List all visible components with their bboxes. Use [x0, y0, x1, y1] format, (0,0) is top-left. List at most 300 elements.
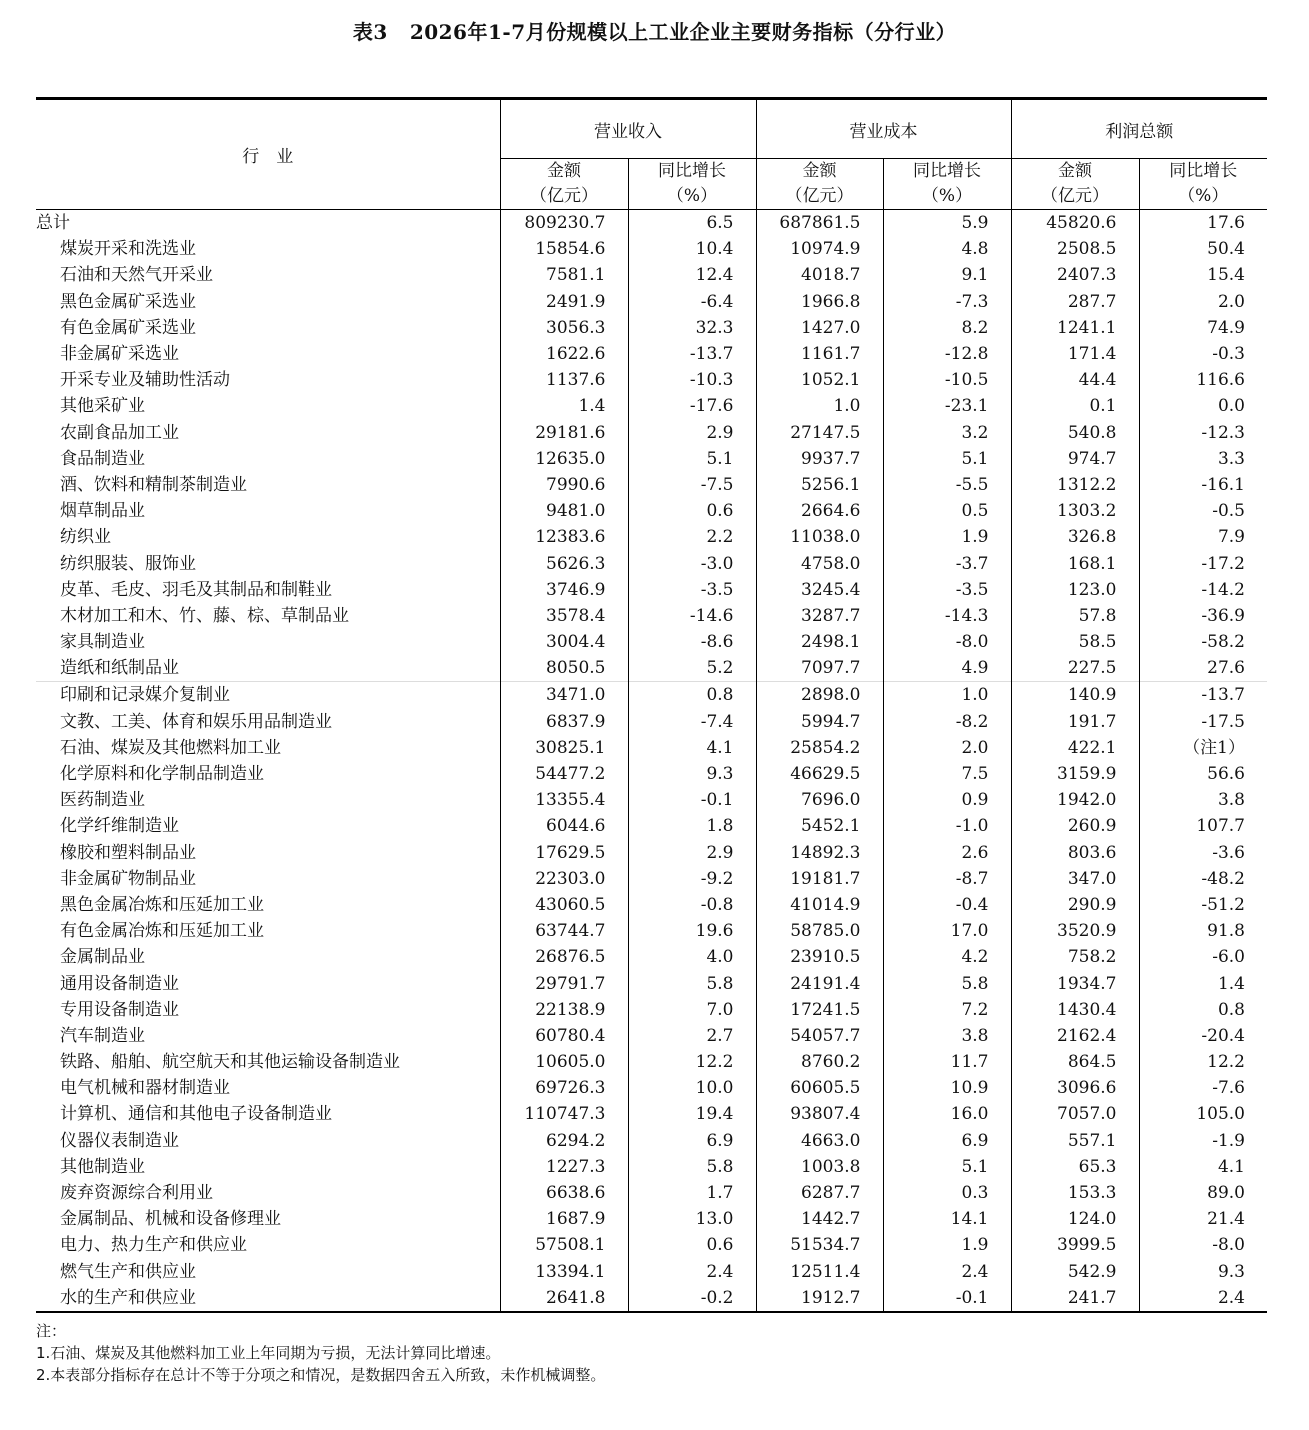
revenue-growth: -0.1 [628, 787, 756, 813]
industry-name: 化学原料和化学制品制造业 [60, 764, 264, 785]
cost-amount: 7696.0 [756, 787, 883, 813]
revenue-amount: 8050.5 [500, 655, 628, 682]
profit-amount: 124.0 [1011, 1206, 1139, 1232]
profit-growth: -16.1 [1139, 472, 1267, 498]
industry-name: 石油、煤炭及其他燃料加工业 [60, 737, 281, 758]
cost-growth: -14.3 [883, 603, 1011, 629]
table-title [0, 16, 1309, 45]
profit-amount: 140.9 [1011, 682, 1139, 709]
profit-growth: -8.0 [1139, 1232, 1267, 1258]
industry-name: 有色金属冶炼和压延加工业 [60, 921, 264, 942]
profit-growth: 56.6 [1139, 761, 1267, 787]
revenue-amount: 30825.1 [500, 735, 628, 761]
revenue-amount: 9481.0 [500, 498, 628, 524]
table-row [36, 1128, 1267, 1154]
table-row [36, 550, 1267, 576]
profit-growth: 4.1 [1139, 1154, 1267, 1180]
revenue-growth: 32.3 [628, 315, 756, 341]
table-row [36, 997, 1267, 1023]
industry-name: 酒、饮料和精制茶制造业 [60, 474, 247, 495]
profit-growth: 50.4 [1139, 236, 1267, 262]
table-row [36, 840, 1267, 866]
cost-growth: -23.1 [883, 393, 1011, 419]
industry-name: 非金属矿采选业 [60, 344, 179, 365]
profit-amount: 1312.2 [1011, 472, 1139, 498]
profit-growth: -6.0 [1139, 944, 1267, 970]
profit-growth: -51.2 [1139, 892, 1267, 918]
cost-growth: -8.2 [883, 709, 1011, 735]
revenue-growth: 4.0 [628, 944, 756, 970]
industry-name: 黑色金属矿采选业 [60, 291, 196, 312]
cost-amount: 51534.7 [756, 1232, 883, 1258]
cost-growth: 5.8 [883, 970, 1011, 996]
cost-amount: 25854.2 [756, 735, 883, 761]
revenue-growth: -9.2 [628, 866, 756, 892]
profit-growth: 116.6 [1139, 367, 1267, 393]
cost-amount: 8760.2 [756, 1049, 883, 1075]
profit-amount: 287.7 [1011, 289, 1139, 315]
header-group-profit: 利润总额 [1011, 99, 1267, 159]
industry-name: 非金属矿物制品业 [60, 868, 196, 889]
revenue-amount: 5626.3 [500, 550, 628, 576]
cost-growth: -1.0 [883, 813, 1011, 839]
profit-amount: 260.9 [1011, 813, 1139, 839]
cost-amount: 11038.0 [756, 524, 883, 550]
table-row [36, 944, 1267, 970]
revenue-growth: 10.4 [628, 236, 756, 262]
cost-amount: 41014.9 [756, 892, 883, 918]
profit-amount: 540.8 [1011, 420, 1139, 446]
footnote-label: 注： [36, 1322, 67, 1340]
profit-amount: 557.1 [1011, 1128, 1139, 1154]
cost-growth: 1.0 [883, 682, 1011, 709]
revenue-amount: 1.4 [500, 393, 628, 419]
table-row [36, 1259, 1267, 1285]
cost-growth: -8.7 [883, 866, 1011, 892]
industry-name: 其他制造业 [60, 1156, 145, 1177]
profit-growth: -36.9 [1139, 603, 1267, 629]
revenue-amount: 1687.9 [500, 1206, 628, 1232]
profit-growth: 3.3 [1139, 446, 1267, 472]
cost-amount: 7097.7 [756, 655, 883, 682]
cost-growth: -5.5 [883, 472, 1011, 498]
table-row [36, 813, 1267, 839]
cost-amount: 2664.6 [756, 498, 883, 524]
industry-name: 金属制品业 [60, 947, 145, 968]
revenue-amount: 10605.0 [500, 1049, 628, 1075]
table-body [36, 210, 1267, 1312]
table-row [36, 262, 1267, 288]
revenue-growth: -0.2 [628, 1285, 756, 1312]
profit-growth: -17.2 [1139, 550, 1267, 576]
revenue-amount: 3578.4 [500, 603, 628, 629]
profit-amount: 974.7 [1011, 446, 1139, 472]
cost-amount: 12511.4 [756, 1259, 883, 1285]
cost-amount: 1003.8 [756, 1154, 883, 1180]
profit-growth: 2.0 [1139, 289, 1267, 315]
cost-amount: 60605.5 [756, 1075, 883, 1101]
revenue-amount: 13355.4 [500, 787, 628, 813]
industry-name: 木材加工和木、竹、藤、棕、草制品业 [60, 605, 349, 626]
header-group-revenue: 营业收入 [500, 99, 756, 159]
revenue-growth: -7.5 [628, 472, 756, 498]
footnotes [36, 1320, 605, 1386]
cost-growth: -3.7 [883, 550, 1011, 576]
profit-amount: 58.5 [1011, 629, 1139, 655]
revenue-growth: -0.8 [628, 892, 756, 918]
revenue-amount: 57508.1 [500, 1232, 628, 1258]
cost-growth: -0.1 [883, 1285, 1011, 1312]
cost-amount: 54057.7 [756, 1023, 883, 1049]
profit-growth: 12.2 [1139, 1049, 1267, 1075]
revenue-growth: 2.4 [628, 1259, 756, 1285]
revenue-amount: 6294.2 [500, 1128, 628, 1154]
table-row [36, 1180, 1267, 1206]
profit-growth: -14.2 [1139, 577, 1267, 603]
cost-amount: 27147.5 [756, 420, 883, 446]
cost-amount: 1442.7 [756, 1206, 883, 1232]
cost-growth: 7.5 [883, 761, 1011, 787]
profit-growth: -12.3 [1139, 420, 1267, 446]
industry-name: 食品制造业 [60, 448, 145, 469]
industry-name: 石油和天然气开采业 [60, 265, 213, 286]
cost-growth: 6.9 [883, 1128, 1011, 1154]
revenue-amount: 110747.3 [500, 1101, 628, 1127]
table-row [36, 341, 1267, 367]
profit-growth: 0.8 [1139, 997, 1267, 1023]
table-title-text: 2026年1-7月份规模以上工业企业主要财务指标（分行业） [409, 20, 957, 44]
profit-amount: 542.9 [1011, 1259, 1139, 1285]
table-row [36, 629, 1267, 655]
table-row [36, 1232, 1267, 1258]
industry-name: 总计 [36, 213, 70, 234]
industry-name: 家具制造业 [60, 632, 145, 653]
table-row [36, 315, 1267, 341]
revenue-amount: 1227.3 [500, 1154, 628, 1180]
profit-amount: 803.6 [1011, 840, 1139, 866]
profit-growth: 9.3 [1139, 1259, 1267, 1285]
profit-amount: 864.5 [1011, 1049, 1139, 1075]
cost-growth: 4.8 [883, 236, 1011, 262]
industry-name: 印刷和记录媒介复制业 [36, 682, 500, 709]
cost-amount: 93807.4 [756, 1101, 883, 1127]
cost-amount: 1966.8 [756, 289, 883, 315]
profit-amount: 45820.6 [1011, 210, 1139, 237]
cost-growth: -12.8 [883, 341, 1011, 367]
industry-name: 专用设备制造业 [60, 999, 179, 1020]
industry-name: 文教、工美、体育和娱乐用品制造业 [60, 711, 332, 732]
profit-growth: 1.4 [1139, 970, 1267, 996]
cost-growth: 0.3 [883, 1180, 1011, 1206]
cost-growth: 14.1 [883, 1206, 1011, 1232]
cost-amount: 2898.0 [756, 682, 883, 709]
profit-growth: -7.6 [1139, 1075, 1267, 1101]
revenue-growth: 12.4 [628, 262, 756, 288]
profit-amount: 290.9 [1011, 892, 1139, 918]
profit-amount: 758.2 [1011, 944, 1139, 970]
revenue-growth: 1.8 [628, 813, 756, 839]
profit-amount: 168.1 [1011, 550, 1139, 576]
cost-growth: 1.9 [883, 524, 1011, 550]
cost-growth: 11.7 [883, 1049, 1011, 1075]
table-row [36, 682, 1267, 709]
cost-growth: 17.0 [883, 918, 1011, 944]
industry-name: 烟草制品业 [60, 501, 145, 522]
cost-amount: 1052.1 [756, 367, 883, 393]
table-row [36, 970, 1267, 996]
profit-amount: 347.0 [1011, 866, 1139, 892]
profit-amount: 326.8 [1011, 524, 1139, 550]
cost-amount: 4758.0 [756, 550, 883, 576]
table-row [36, 1101, 1267, 1127]
table-row [36, 472, 1267, 498]
header-growth: 同比增长 （%） [883, 159, 1011, 210]
profit-growth: -1.9 [1139, 1128, 1267, 1154]
header-growth: 同比增长 （%） [1139, 159, 1267, 210]
revenue-growth: 4.1 [628, 735, 756, 761]
profit-amount: 191.7 [1011, 709, 1139, 735]
revenue-amount: 29181.6 [500, 420, 628, 446]
header-amount: 金额 （亿元） [1011, 159, 1139, 210]
header-amount: 金额 （亿元） [756, 159, 883, 210]
table-row [36, 1285, 1267, 1312]
profit-amount: 1241.1 [1011, 315, 1139, 341]
profit-amount: 1430.4 [1011, 997, 1139, 1023]
industry-name: 黑色金属冶炼和压延加工业 [60, 894, 264, 915]
revenue-growth: 19.4 [628, 1101, 756, 1127]
industry-name: 通用设备制造业 [60, 973, 179, 994]
revenue-growth: 2.2 [628, 524, 756, 550]
footnote-1: 1.石油、煤炭及其他燃料加工业上年同期为亏损，无法计算同比增速。 [36, 1344, 501, 1362]
industry-name: 仪器仪表制造业 [60, 1130, 179, 1151]
profit-growth: -58.2 [1139, 629, 1267, 655]
revenue-amount: 29791.7 [500, 970, 628, 996]
cost-amount: 3245.4 [756, 577, 883, 603]
revenue-amount: 43060.5 [500, 892, 628, 918]
revenue-growth: -17.6 [628, 393, 756, 419]
table-row [36, 918, 1267, 944]
table-row [36, 1075, 1267, 1101]
industry-name: 电力、热力生产和供应业 [60, 1235, 247, 1256]
revenue-amount: 6044.6 [500, 813, 628, 839]
cost-growth: 5.9 [883, 210, 1011, 237]
industry-name: 化学纤维制造业 [60, 816, 179, 837]
table-row-total [36, 210, 1267, 237]
revenue-amount: 7990.6 [500, 472, 628, 498]
cost-growth: 5.1 [883, 446, 1011, 472]
industry-name: 废弃资源综合利用业 [60, 1183, 213, 1204]
industry-name: 医药制造业 [60, 790, 145, 811]
revenue-amount: 2641.8 [500, 1285, 628, 1312]
revenue-growth: -6.4 [628, 289, 756, 315]
revenue-growth: 0.8 [628, 682, 756, 709]
table-row [36, 1154, 1267, 1180]
industry-name: 电气机械和器材制造业 [60, 1078, 230, 1099]
revenue-amount: 3004.4 [500, 629, 628, 655]
header-industry: 行 业 [36, 99, 500, 210]
industry-name: 其他采矿业 [60, 396, 145, 417]
revenue-growth: 2.9 [628, 840, 756, 866]
cost-growth: 0.5 [883, 498, 1011, 524]
revenue-amount: 809230.7 [500, 210, 628, 237]
cost-growth: -0.4 [883, 892, 1011, 918]
revenue-amount: 12383.6 [500, 524, 628, 550]
revenue-amount: 69726.3 [500, 1075, 628, 1101]
revenue-growth: -3.0 [628, 550, 756, 576]
footnote-2: 2.本表部分指标存在总计不等于分项之和情况，是数据四舍五入所致，未作机械调整。 [36, 1366, 606, 1384]
profit-amount: 2162.4 [1011, 1023, 1139, 1049]
industry-name: 铁路、船舶、航空航天和其他运输设备制造业 [60, 1052, 400, 1073]
header-amount: 金额 （亿元） [500, 159, 628, 210]
revenue-growth: -7.4 [628, 709, 756, 735]
revenue-growth: 7.0 [628, 997, 756, 1023]
revenue-amount: 22138.9 [500, 997, 628, 1023]
cost-amount: 1427.0 [756, 315, 883, 341]
industry-name: 水的生产和供应业 [36, 1285, 500, 1312]
revenue-growth: 2.7 [628, 1023, 756, 1049]
revenue-growth: 1.7 [628, 1180, 756, 1206]
cost-growth: -3.5 [883, 577, 1011, 603]
revenue-growth: -8.6 [628, 629, 756, 655]
cost-growth: -10.5 [883, 367, 1011, 393]
profit-amount: 3520.9 [1011, 918, 1139, 944]
profit-amount: 241.7 [1011, 1285, 1139, 1312]
profit-growth: 17.6 [1139, 210, 1267, 237]
industry-name: 煤炭开采和洗选业 [60, 239, 196, 260]
revenue-amount: 3746.9 [500, 577, 628, 603]
header-group-cost: 营业成本 [756, 99, 1011, 159]
cost-amount: 10974.9 [756, 236, 883, 262]
profit-amount: 65.3 [1011, 1154, 1139, 1180]
cost-amount: 6287.7 [756, 1180, 883, 1206]
profit-amount: 0.1 [1011, 393, 1139, 419]
revenue-amount: 17629.5 [500, 840, 628, 866]
table-row [36, 787, 1267, 813]
cost-growth: 2.4 [883, 1259, 1011, 1285]
cost-growth: 7.2 [883, 997, 1011, 1023]
industry-name: 纺织服装、服饰业 [60, 553, 196, 574]
table-row [36, 761, 1267, 787]
cost-growth: 10.9 [883, 1075, 1011, 1101]
revenue-growth: 5.1 [628, 446, 756, 472]
cost-amount: 2498.1 [756, 629, 883, 655]
profit-growth: 3.8 [1139, 787, 1267, 813]
industry-name: 农副食品加工业 [60, 422, 179, 443]
profit-amount: 3159.9 [1011, 761, 1139, 787]
profit-growth: 74.9 [1139, 315, 1267, 341]
profit-growth: （注1） [1139, 735, 1267, 761]
table-row [36, 1206, 1267, 1232]
table-row [36, 236, 1267, 262]
revenue-growth: 5.2 [628, 655, 756, 682]
table-row [36, 289, 1267, 315]
table-row [36, 735, 1267, 761]
cost-amount: 17241.5 [756, 997, 883, 1023]
cost-growth: 4.2 [883, 944, 1011, 970]
table-row [36, 603, 1267, 629]
industry-name: 金属制品、机械和设备修理业 [60, 1209, 281, 1230]
profit-amount: 422.1 [1011, 735, 1139, 761]
cost-amount: 9937.7 [756, 446, 883, 472]
profit-growth: 89.0 [1139, 1180, 1267, 1206]
revenue-growth: -10.3 [628, 367, 756, 393]
profit-growth: -20.4 [1139, 1023, 1267, 1049]
industry-name: 皮革、毛皮、羽毛及其制品和制鞋业 [60, 579, 332, 600]
cost-amount: 46629.5 [756, 761, 883, 787]
cost-growth: 2.6 [883, 840, 1011, 866]
cost-amount: 5452.1 [756, 813, 883, 839]
cost-amount: 5256.1 [756, 472, 883, 498]
cost-growth: 3.8 [883, 1023, 1011, 1049]
revenue-amount: 13394.1 [500, 1259, 628, 1285]
cost-amount: 23910.5 [756, 944, 883, 970]
cost-amount: 14892.3 [756, 840, 883, 866]
industry-name: 燃气生产和供应业 [60, 1261, 196, 1282]
revenue-amount: 63744.7 [500, 918, 628, 944]
profit-amount: 171.4 [1011, 341, 1139, 367]
cost-amount: 4018.7 [756, 262, 883, 288]
profit-growth: 7.9 [1139, 524, 1267, 550]
table-row [36, 393, 1267, 419]
table-row [36, 1023, 1267, 1049]
revenue-growth: 9.3 [628, 761, 756, 787]
profit-amount: 1934.7 [1011, 970, 1139, 996]
revenue-growth: 6.5 [628, 210, 756, 237]
industry-name: 纺织业 [60, 527, 111, 548]
cost-amount: 5994.7 [756, 709, 883, 735]
revenue-growth: -3.5 [628, 577, 756, 603]
revenue-growth: 2.9 [628, 420, 756, 446]
table-row [36, 655, 1267, 682]
profit-growth: 0.0 [1139, 393, 1267, 419]
profit-growth: -0.3 [1139, 341, 1267, 367]
revenue-growth: 6.9 [628, 1128, 756, 1154]
cost-amount: 4663.0 [756, 1128, 883, 1154]
revenue-growth: 10.0 [628, 1075, 756, 1101]
table-row [36, 420, 1267, 446]
profit-amount: 7057.0 [1011, 1101, 1139, 1127]
cost-amount: 58785.0 [756, 918, 883, 944]
cost-amount: 687861.5 [756, 210, 883, 237]
table-row [36, 367, 1267, 393]
table-row [36, 446, 1267, 472]
cost-growth: 4.9 [883, 655, 1011, 682]
revenue-growth: 0.6 [628, 498, 756, 524]
cost-growth: 8.2 [883, 315, 1011, 341]
profit-growth: 21.4 [1139, 1206, 1267, 1232]
revenue-amount: 60780.4 [500, 1023, 628, 1049]
profit-growth: -0.5 [1139, 498, 1267, 524]
industry-name: 橡胶和塑料制品业 [60, 842, 196, 863]
table-row [36, 892, 1267, 918]
revenue-amount: 1622.6 [500, 341, 628, 367]
profit-growth: 107.7 [1139, 813, 1267, 839]
cost-growth: -7.3 [883, 289, 1011, 315]
profit-amount: 2407.3 [1011, 262, 1139, 288]
cost-amount: 1161.7 [756, 341, 883, 367]
revenue-amount: 1137.6 [500, 367, 628, 393]
revenue-growth: 13.0 [628, 1206, 756, 1232]
revenue-amount: 6638.6 [500, 1180, 628, 1206]
profit-amount: 57.8 [1011, 603, 1139, 629]
revenue-amount: 3471.0 [500, 682, 628, 709]
profit-amount: 123.0 [1011, 577, 1139, 603]
revenue-amount: 26876.5 [500, 944, 628, 970]
revenue-amount: 6837.9 [500, 709, 628, 735]
table-row [36, 577, 1267, 603]
cost-amount: 1.0 [756, 393, 883, 419]
table-row [36, 709, 1267, 735]
